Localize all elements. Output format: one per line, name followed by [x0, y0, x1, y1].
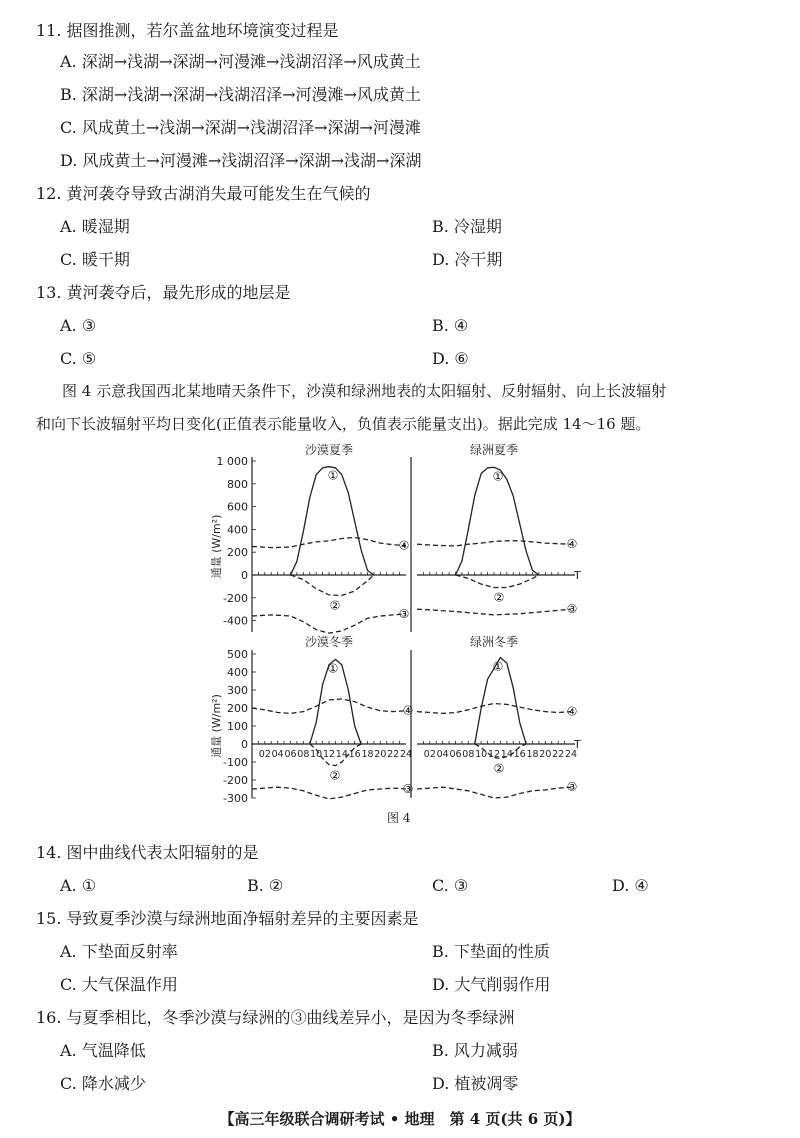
panel-3-y-tick-label: -100: [223, 756, 248, 769]
q13-option-c: C. ⑤: [60, 349, 97, 368]
intro-line-2: 和向下长波辐射平均日变化(正值表示能量收入，负值表示能量支出)。据此完成 14～16 题。: [36, 415, 651, 433]
panel-3-x-tick-label: 04: [271, 749, 284, 760]
panel-1-y-tick-label: 800: [227, 477, 248, 491]
q14-option-d: D. ④: [612, 876, 649, 895]
panel-1-series-3-line: [252, 614, 406, 633]
panel-3-x-tick-label: 02: [258, 749, 271, 760]
q16-option-b: B. 风力减弱: [432, 1041, 518, 1060]
panel-4-x-tick-label: 02: [423, 749, 436, 760]
panel-1-series-3-label: ③: [398, 606, 410, 621]
panel-4-x-tick-label: 06: [449, 749, 462, 760]
panel-3-x-tick-label: 16: [348, 749, 361, 760]
q14-stem: 14. 图中曲线代表太阳辐射的是: [36, 843, 259, 862]
panel-3-series-4-line: [252, 699, 406, 713]
q16-option-c: C. 降水减少: [60, 1074, 146, 1093]
panel-4-x-tick-label: 14: [500, 749, 513, 760]
q16-option-d: D. 植被凋零: [432, 1074, 519, 1093]
panel-2-series-3-line: [417, 609, 571, 615]
panel-3-series-2-label: ②: [329, 768, 341, 783]
panel-4-series-4-label: ④: [566, 704, 578, 719]
panel-3-x-tick-label: 18: [361, 749, 374, 760]
panel-1-y-label: 通量 (W/m²): [210, 514, 223, 579]
panel-3-x-tick-label: 24: [399, 749, 413, 760]
panel-3-x-tick-label: 22: [387, 749, 400, 760]
panel-3-y-tick-label: 500: [227, 648, 248, 661]
panel-4-x-tick-label: 22: [552, 749, 565, 760]
panel-2-series-3-label: ③: [566, 602, 578, 617]
panel-1-series-4-line: [252, 537, 406, 547]
panel-4-x-tick-label: 10: [475, 749, 488, 760]
page-footer: 【高三年级联合调研考试 • 地理 第 4 页(共 6 页)】: [219, 1110, 581, 1128]
panel-3-x-tick-label: 06: [284, 749, 297, 760]
panel-3-title: 沙漠冬季: [304, 635, 354, 649]
q11-option-a: A. 深湖→浅湖→深湖→河漫滩→浅湖沼泽→风成黄土: [60, 52, 421, 71]
q11-option-c: C. 风成黄土→浅湖→深湖→浅湖沼泽→深湖→河漫滩: [60, 118, 421, 137]
panel-3-series-3-label: ③: [402, 782, 414, 796]
panel-4-series-1-label: ①: [492, 659, 504, 674]
panel-3-y-tick-label: 200: [227, 702, 248, 715]
panel-1-y-tick-label: 1 000: [216, 455, 248, 468]
q14-option-a: A. ①: [60, 876, 97, 895]
panel-1-y-tick-label: 0: [241, 569, 248, 582]
q13-option-b: B. ④: [432, 316, 469, 335]
q15-option-a: A. 下垫面反射率: [60, 942, 178, 961]
q11-stem: 11. 据图推测，若尔盖盆地环境演变过程是: [36, 21, 339, 40]
panel-1-series-1-label: ①: [327, 468, 339, 483]
panel-4-xlabel: T: [574, 738, 581, 751]
panel-1-y-tick-label: 400: [227, 523, 248, 537]
intro-line-1: 图 4 示意我国西北某地晴天条件下，沙漠和绿洲地表的太阳辐射、反射辐射、向上长波辐射: [62, 382, 667, 400]
panel-3-y-tick-label: -200: [223, 774, 248, 787]
panel-3-x-tick-label: 20: [374, 749, 387, 760]
q15-option-c: C. 大气保温作用: [60, 975, 178, 994]
q12-option-a: A. 暖湿期: [60, 217, 130, 236]
panel-4-x-tick-label: 18: [526, 749, 539, 760]
figure-caption: 图 4: [387, 811, 411, 825]
panel-3-series-1-label: ①: [327, 661, 339, 676]
q15-option-d: D. 大气削弱作用: [432, 975, 551, 994]
panel-1-title: 沙漠夏季: [304, 443, 354, 457]
q15-option-b: B. 下垫面的性质: [432, 942, 550, 961]
panel-3-y-label: 通量 (W/m²): [210, 694, 223, 758]
panel-3-y-tick-label: 100: [227, 720, 248, 733]
panel-4-title: 绿洲冬季: [469, 635, 519, 649]
panel-1-y-tick-label: -200: [223, 591, 248, 605]
q14-option-b: B. ②: [247, 876, 284, 895]
panel-2-series-1-line: [456, 467, 539, 575]
q13-option-d: D. ⑥: [432, 349, 469, 368]
panel-1-series-1-line: [291, 467, 374, 575]
panel-4-x-tick-label: 12: [487, 749, 501, 760]
panel-1-series-2-label: ②: [329, 598, 341, 613]
panel-1-y-tick-label: 600: [227, 500, 248, 514]
q14-option-c: C. ③: [432, 876, 469, 895]
panel-1-y-tick-label: -400: [223, 614, 248, 628]
q12-option-c: C. 暖干期: [60, 250, 130, 269]
q12-option-b: B. 冷湿期: [432, 217, 502, 236]
q15-stem: 15. 导致夏季沙漠与绿洲地面净辐射差异的主要因素是: [36, 909, 419, 928]
q13-stem: 13. 黄河袭夺后，最先形成的地层是: [36, 283, 291, 302]
panel-4-x-tick-label: 24: [564, 749, 578, 760]
panel-4-x-tick-label: 20: [539, 749, 552, 760]
panel-1-series-2-line: [291, 575, 374, 596]
panel-4-series-3-label: ③: [566, 780, 578, 795]
panel-3-y-tick-label: -300: [223, 792, 248, 805]
panel-3-x-tick-label: 14: [335, 749, 348, 760]
panel-3-series-4-label: ④: [402, 703, 414, 718]
panel-3-y-tick-label: 0: [241, 738, 248, 751]
panel-2-series-4-line: [417, 541, 571, 546]
q13-option-a: A. ③: [60, 316, 97, 335]
figure-4: [0, 440, 800, 830]
q11-option-d: D. 风成黄土→河漫滩→浅湖沼泽→深湖→浅湖→深湖: [60, 151, 422, 170]
panel-4-x-tick-label: 08: [462, 749, 475, 760]
panel-2-series-2-label: ②: [493, 590, 505, 605]
panel-2-xlabel: T: [574, 569, 581, 582]
q16-option-a: A. 气温降低: [60, 1041, 146, 1060]
panel-1-series-4-label: ④: [398, 538, 410, 553]
panel-4-x-tick-label: 16: [513, 749, 526, 760]
panel-4-series-3-line: [417, 787, 571, 798]
panel-3-x-tick-label: 08: [297, 749, 310, 760]
q12-stem: 12. 黄河袭夺导致古湖消失最可能发生在气候的: [36, 184, 371, 203]
panel-3-x-tick-label: 10: [310, 749, 323, 760]
panel-2-series-4-label: ④: [566, 537, 578, 552]
panel-4-x-tick-label: 04: [436, 749, 449, 760]
panel-3-y-tick-label: 400: [227, 666, 248, 679]
panel-2-title: 绿洲夏季: [469, 443, 519, 457]
panel-1-y-tick-label: 200: [227, 546, 248, 560]
q11-option-b: B. 深湖→浅湖→深湖→浅湖沼泽→河漫滩→风成黄土: [60, 85, 421, 104]
panel-3-y-tick-label: 300: [227, 684, 248, 697]
panel-2-series-1-label: ①: [492, 469, 504, 484]
panel-3-series-3-line: [252, 787, 406, 799]
q12-option-d: D. 冷干期: [432, 250, 503, 269]
panel-4-series-4-line: [417, 704, 571, 714]
q16-stem: 16. 与夏季相比，冬季沙漠与绿洲的③曲线差异小，是因为冬季绿洲: [36, 1008, 515, 1027]
panel-2-series-2-line: [456, 575, 539, 588]
panel-3-x-tick-label: 12: [322, 749, 336, 760]
panel-4-series-2-label: ②: [493, 761, 505, 776]
